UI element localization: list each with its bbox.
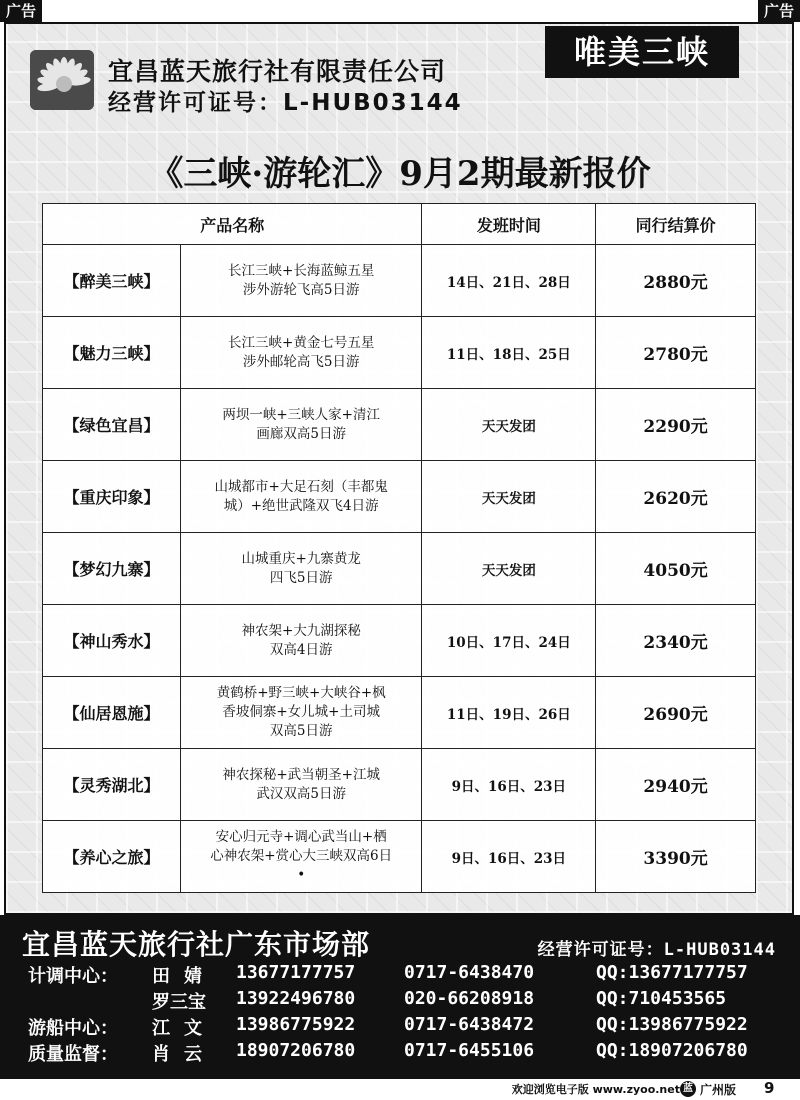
description-line: 四飞5日游 bbox=[269, 569, 333, 586]
site-logo-icon: 蓝 bbox=[680, 1081, 696, 1097]
product-description bbox=[180, 317, 422, 389]
product-description bbox=[180, 605, 422, 677]
description-line: • bbox=[297, 867, 306, 883]
price: 2880元 bbox=[596, 245, 756, 317]
product-name: 【仙居恩施】 bbox=[43, 677, 181, 749]
product-name: 【灵秀湖北】 bbox=[43, 749, 181, 821]
top-strip bbox=[0, 0, 800, 22]
description-line: 城）+绝世武隆双飞4日游 bbox=[223, 497, 379, 514]
product-name: 【神山秀水】 bbox=[43, 605, 181, 677]
page-bottom-bar bbox=[0, 1079, 800, 1100]
description-line: 安心归元寺+调心武当山+栖 bbox=[215, 829, 387, 845]
contact-phone: 0717-6438470 bbox=[404, 962, 535, 983]
site-promo-text: 欢迎浏览电子版 www.zyoo.net bbox=[511, 1083, 680, 1096]
departure-dates: 9日、16日、23日 bbox=[422, 821, 596, 893]
contact-mobile: 13922496780 bbox=[236, 988, 356, 1009]
contact-role: 游船中心： bbox=[28, 1018, 118, 1039]
brand-box: 唯美三峡 bbox=[545, 26, 739, 78]
contact-qq: QQ:13986775922 bbox=[596, 1014, 748, 1035]
table-row bbox=[43, 821, 756, 893]
price: 2690元 bbox=[596, 677, 756, 749]
description-line: 两坝一峡+三峡人家+清江 bbox=[222, 406, 380, 423]
contact-mobile: 13986775922 bbox=[236, 1014, 356, 1035]
company-license: 经营许可证号：L-HUB03144 bbox=[108, 90, 463, 116]
contact-person: 江文 bbox=[152, 1018, 216, 1039]
table-row bbox=[43, 749, 756, 821]
contact-phone: 0717-6438472 bbox=[404, 1014, 535, 1035]
contact-footer bbox=[0, 915, 800, 1079]
contact-phone: 020-66208918 bbox=[404, 988, 535, 1009]
description-line: 长江三峡+黄金七号五星 bbox=[228, 334, 375, 351]
contact-row bbox=[0, 1014, 800, 1038]
contact-role: 质量监督： bbox=[28, 1044, 118, 1065]
ad-tag-right: 广告 bbox=[758, 0, 800, 22]
departure-dates: 9日、16日、23日 bbox=[422, 749, 596, 821]
description-line: 山城重庆+九寨黄龙 bbox=[241, 550, 361, 567]
edition-label: 广州版 bbox=[700, 1083, 737, 1097]
product-description bbox=[180, 245, 422, 317]
headline: 《三峡·游轮汇》9月2期最新报价 bbox=[149, 154, 651, 194]
description-line: 香坡侗寨+女儿城+土司城 bbox=[222, 704, 380, 720]
price: 2340元 bbox=[596, 605, 756, 677]
departure-dates: 11日、18日、25日 bbox=[422, 317, 596, 389]
product-name: 【养心之旅】 bbox=[43, 821, 181, 893]
product-name: 【魅力三峡】 bbox=[43, 317, 181, 389]
contact-mobile: 18907206780 bbox=[236, 1040, 356, 1061]
contact-role: 计调中心： bbox=[28, 966, 118, 987]
description-line: 山城都市+大足石刻（丰都鬼 bbox=[214, 478, 388, 495]
price: 2780元 bbox=[596, 317, 756, 389]
table-row bbox=[43, 317, 756, 389]
product-name: 【醉美三峡】 bbox=[43, 245, 181, 317]
description-line: 黄鹤桥+野三峡+大峡谷+枫 bbox=[216, 685, 386, 701]
description-line: 双高4日游 bbox=[269, 641, 333, 658]
column-header-product: 产品名称 bbox=[43, 204, 422, 245]
departure-dates: 天天发团 bbox=[422, 461, 596, 533]
column-header-departure: 发班时间 bbox=[422, 204, 596, 245]
description-line: 长江三峡+长海蓝鲸五星 bbox=[228, 262, 375, 279]
price-table bbox=[42, 203, 756, 893]
contact-mobile: 13677177757 bbox=[236, 962, 356, 983]
departure-dates: 11日、19日、26日 bbox=[422, 677, 596, 749]
contact-row bbox=[0, 962, 800, 986]
description-line: 双高5日游 bbox=[269, 723, 333, 739]
company-name: 宜昌蓝天旅行社有限责任公司 bbox=[108, 57, 447, 86]
contact-row bbox=[0, 988, 800, 1012]
description-line: 涉外游轮飞高5日游 bbox=[242, 281, 360, 298]
price: 2620元 bbox=[596, 461, 756, 533]
footer-license: 经营许可证号：L-HUB03144 bbox=[537, 940, 776, 960]
table-row bbox=[43, 245, 756, 317]
contact-person: 肖云 bbox=[152, 1044, 216, 1065]
table-row bbox=[43, 389, 756, 461]
contact-row bbox=[0, 1040, 800, 1064]
price: 3390元 bbox=[596, 821, 756, 893]
departure-dates: 天天发团 bbox=[422, 389, 596, 461]
column-header-price: 同行结算价 bbox=[596, 204, 756, 245]
product-description bbox=[180, 389, 422, 461]
price: 4050元 bbox=[596, 533, 756, 605]
description-line: 心神农架+赏心大三峡双高6日 bbox=[210, 848, 393, 864]
product-name: 【重庆印象】 bbox=[43, 461, 181, 533]
contact-qq: QQ:18907206780 bbox=[596, 1040, 748, 1061]
product-description bbox=[180, 749, 422, 821]
table-row bbox=[43, 533, 756, 605]
page-number: 9 bbox=[764, 1079, 775, 1097]
ad-tag-left: 广告 bbox=[0, 0, 42, 22]
contact-phone: 0717-6455106 bbox=[404, 1040, 535, 1061]
contact-person: 罗三宝 bbox=[152, 992, 206, 1013]
contact-qq: QQ:710453565 bbox=[596, 988, 727, 1009]
departure-dates: 10日、17日、24日 bbox=[422, 605, 596, 677]
product-description bbox=[180, 533, 422, 605]
price: 2290元 bbox=[596, 389, 756, 461]
departure-dates: 14日、21日、28日 bbox=[422, 245, 596, 317]
product-description bbox=[180, 821, 422, 893]
product-description bbox=[180, 461, 422, 533]
description-line: 涉外邮轮高飞5日游 bbox=[242, 353, 360, 370]
table-row bbox=[43, 605, 756, 677]
contact-qq: QQ:13677177757 bbox=[596, 962, 748, 983]
price: 2940元 bbox=[596, 749, 756, 821]
description-line: 武汉双高5日游 bbox=[256, 785, 346, 802]
company-logo bbox=[30, 50, 94, 110]
table-row bbox=[43, 461, 756, 533]
product-description bbox=[180, 677, 422, 749]
table-header-row bbox=[43, 204, 756, 245]
department-title: 宜昌蓝天旅行社广东市场部 bbox=[22, 928, 371, 961]
departure-dates: 天天发团 bbox=[422, 533, 596, 605]
product-name: 【梦幻九寨】 bbox=[43, 533, 181, 605]
description-line: 神农架+大九湖探秘 bbox=[241, 622, 361, 639]
table-row bbox=[43, 677, 756, 749]
flower-logo-icon bbox=[30, 50, 94, 110]
contact-person: 田婧 bbox=[152, 966, 216, 987]
description-line: 神农探秘+武当朝圣+江城 bbox=[222, 766, 380, 783]
product-name: 【绿色宜昌】 bbox=[43, 389, 181, 461]
description-line: 画廊双高5日游 bbox=[256, 425, 346, 442]
